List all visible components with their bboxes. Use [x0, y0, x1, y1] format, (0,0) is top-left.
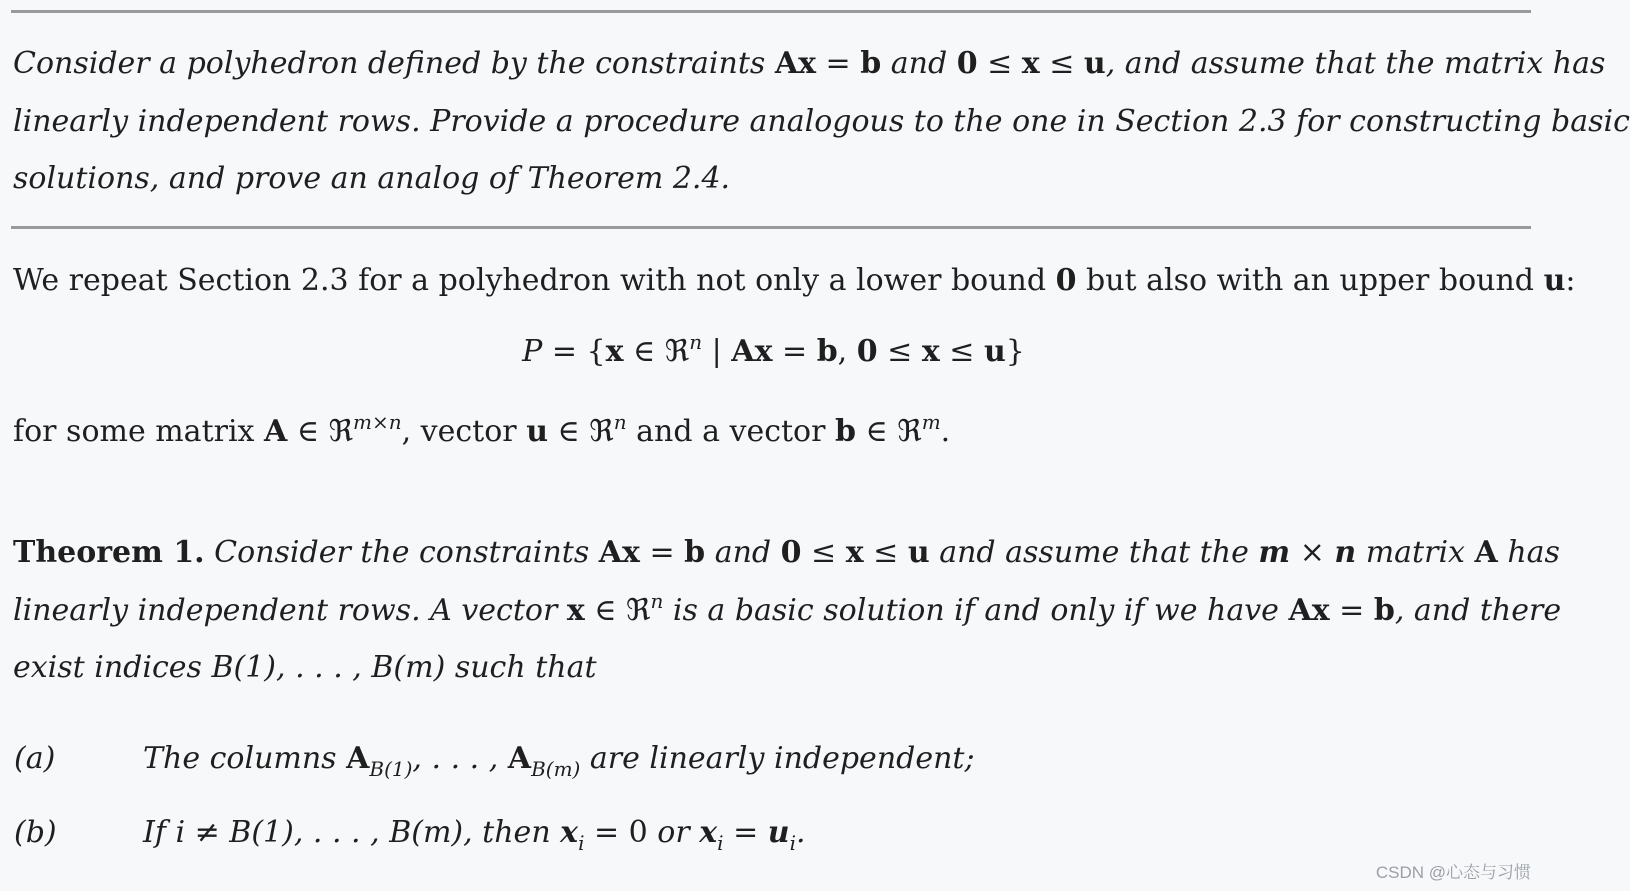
math-sub-Bm: B(m): [531, 757, 581, 781]
text: The columns: [143, 741, 347, 776]
math-sub-i: i: [789, 831, 796, 855]
text: for some matrix: [13, 414, 265, 449]
problem-line-1: [13, 46, 1606, 81]
math-x: x: [699, 815, 718, 850]
text: and: [881, 46, 957, 81]
theorem-heading: Theorem 1.: [13, 535, 205, 570]
math-eq: =: [639, 535, 685, 570]
math-Ax: Ax: [1288, 593, 1330, 628]
problem-line-3: solutions, and prove an analog of Theorem 2.4.: [13, 161, 731, 196]
math-eq: =: [772, 334, 817, 369]
math-le: ≤: [977, 46, 1022, 81]
math-x: x: [921, 334, 940, 369]
polyhedron-definition: [0, 330, 1547, 369]
top-rule: [11, 10, 1531, 13]
math-sup-n: n: [613, 410, 627, 434]
theorem-line-2: [13, 589, 1562, 628]
math-u: u: [907, 535, 930, 570]
math-zero: 0: [956, 46, 978, 81]
problem-line-2: linearly independent rows. Provide a procedure analogous to the one in Section 2.3 for constructing basic: [13, 104, 1630, 139]
math-b: b: [1373, 593, 1395, 628]
text: Consider a polyhedron defined by the constraints: [13, 46, 775, 81]
text: or: [647, 815, 700, 850]
text: If: [143, 815, 176, 850]
text: and a vector: [626, 414, 835, 449]
math-P: P: [522, 334, 543, 369]
math-sup-n: n: [689, 330, 703, 354]
math-condition: i ≠ B(1), . . . , B(m): [175, 815, 464, 850]
math-in-R: ∈ ℜ: [584, 593, 651, 628]
math-b: b: [835, 414, 856, 449]
math-eq: = {: [542, 334, 606, 369]
math-le: ≤: [863, 535, 908, 570]
math-Ax: Ax: [774, 46, 817, 81]
math-sup-m: m: [921, 410, 941, 434]
item-a-label: (a): [14, 741, 56, 776]
text: linearly independent rows. A vector: [13, 593, 567, 628]
math-in-R: ∈ ℜ: [623, 334, 690, 369]
item-b-body: [143, 815, 806, 855]
math-b: b: [684, 535, 706, 570]
csdn-watermark: CSDN @心态与习惯: [1375, 863, 1531, 882]
math-zero: 0: [856, 334, 878, 369]
math-Ax: Ax: [731, 334, 773, 369]
math-in-R: ∈ ℜ: [855, 414, 922, 449]
math-b: b: [860, 46, 882, 81]
math-b: b: [816, 334, 838, 369]
math-in-R: ∈ ℜ: [287, 414, 353, 449]
math-sup-mxn: m×n: [353, 410, 402, 434]
math-eq: =: [816, 46, 861, 81]
math-A: A: [1474, 535, 1498, 570]
text: but also with an upper bound: [1076, 263, 1544, 298]
math-le: ≤: [939, 334, 984, 369]
math-eq: =: [723, 815, 768, 850]
math-sub-B1: B(1): [369, 757, 413, 781]
math-u: u: [983, 334, 1006, 369]
math-Ax: Ax: [598, 535, 640, 570]
math-le: ≤: [1039, 46, 1084, 81]
text: , vector: [401, 414, 527, 449]
math-bar: |: [702, 334, 732, 369]
math-le: ≤: [877, 334, 922, 369]
math-sub-i: i: [717, 831, 724, 855]
item-b-label: (b): [14, 815, 57, 850]
math-zero: 0: [1055, 263, 1077, 298]
math-eq: =: [1329, 593, 1374, 628]
text: , then: [463, 815, 561, 850]
math-eq-zero: = 0: [584, 815, 648, 850]
text: Consider the constraints: [204, 535, 599, 570]
math-zero: 0: [780, 535, 802, 570]
for-some-paragraph: [13, 410, 1531, 449]
theorem-line-1: [13, 535, 1560, 570]
math-A: A: [346, 741, 370, 776]
middle-rule: [11, 226, 1531, 229]
intro-paragraph: [13, 263, 1576, 298]
theorem-line-3: [13, 650, 1531, 685]
math-brace: }: [1005, 334, 1025, 369]
math-n: n: [1334, 535, 1357, 570]
math-sup-n: n: [650, 589, 664, 613]
text: has: [1497, 535, 1560, 570]
text: exist indices: [13, 650, 212, 685]
text: .: [795, 815, 806, 850]
math-ellipsis: , . . . ,: [412, 741, 508, 776]
math-sub-i: i: [578, 831, 585, 855]
math-u: u: [767, 815, 790, 850]
math-x: x: [605, 334, 624, 369]
math-u: u: [1083, 46, 1106, 81]
text: matrix: [1356, 535, 1475, 570]
text: are linearly independent;: [580, 741, 975, 776]
math-u: u: [526, 414, 548, 449]
text: is a basic solution if and only if we have: [663, 593, 1289, 628]
math-A: A: [264, 414, 288, 449]
text: We repeat Section 2.3 for a polyhedron with not only a lower bound: [13, 263, 1056, 298]
text: , and there: [1394, 593, 1562, 628]
math-x: x: [845, 535, 864, 570]
math-x: x: [566, 593, 585, 628]
item-a-body: [143, 741, 975, 781]
text: and assume that the: [929, 535, 1259, 570]
math-comma: ,: [837, 334, 857, 369]
math-m: m: [1258, 535, 1291, 570]
math-x: x: [1021, 46, 1040, 81]
math-x: x: [560, 815, 579, 850]
text: , and assume that the matrix has: [1105, 46, 1606, 81]
text: :: [1565, 263, 1576, 298]
text: such that: [445, 650, 597, 685]
text: .: [940, 414, 951, 449]
math-indices: B(1), . . . , B(m): [211, 650, 446, 685]
math-times: ×: [1290, 535, 1335, 570]
text: and: [705, 535, 781, 570]
math-u: u: [1543, 263, 1566, 298]
math-A: A: [507, 741, 532, 776]
math-le: ≤: [801, 535, 846, 570]
math-in-R: ∈ ℜ: [548, 414, 614, 449]
